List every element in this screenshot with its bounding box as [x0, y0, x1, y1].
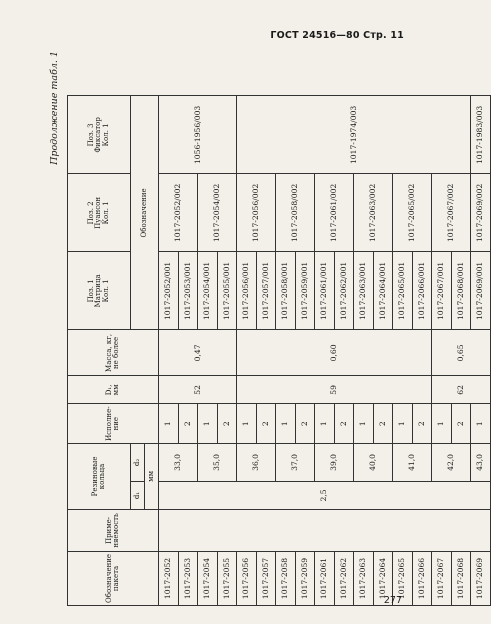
cell-d2: 42,0: [432, 443, 471, 481]
col-pos2: Поз. 2 Пуансон Кол. 1: [68, 174, 131, 252]
cell-pos1: 1017-2069/001: [471, 252, 491, 330]
cell-pos1: 1017-2063/001: [354, 252, 374, 330]
cell-d2: 39,0: [315, 443, 354, 481]
col-mass: Масса, кг, не более: [68, 330, 159, 376]
cell-application: [159, 509, 491, 551]
cell-pos1: 1017-2065/001: [393, 252, 413, 330]
cell-exec: 1: [393, 404, 413, 444]
col-execution: Исполне- ние: [68, 404, 159, 444]
cell-code: 1017-2063: [354, 551, 374, 605]
cell-exec: 1: [315, 404, 335, 444]
page-number: 277: [383, 595, 402, 606]
cell-exec: 2: [373, 404, 393, 444]
col-d1: d₁: [131, 481, 145, 509]
cell-code: 1017-2061: [315, 551, 335, 605]
cell-code: 1017-2053: [178, 551, 198, 605]
cell-pos1: 1017-2053/001: [178, 252, 198, 330]
cell-mass: 0,47: [159, 330, 237, 376]
cell-pos2: 1017-2058/002: [276, 174, 315, 252]
table-row: [159, 96, 179, 606]
cell-pos3: 1017-1983/003: [471, 96, 491, 174]
col-pos3: Поз. 3 Фиксатор Кол. 1: [68, 96, 131, 174]
cell-D1: 62: [432, 376, 491, 404]
cell-mass: 0,65: [432, 330, 491, 376]
cell-code: 1017-2064: [373, 551, 393, 605]
cell-code: 1017-2065: [393, 551, 413, 605]
parts-table: [67, 95, 491, 606]
cell-d2: 36,0: [237, 443, 276, 481]
cell-exec: 1: [432, 404, 452, 444]
cell-pos3: 1017-1974/003: [237, 96, 471, 174]
col-pos1: Поз. 1 Матрица Кол. 1: [68, 252, 131, 330]
cell-code: 1017-2066: [412, 551, 432, 605]
cell-pos1: 1017-2066/001: [412, 252, 432, 330]
cell-exec: 1: [237, 404, 257, 444]
cell-pos1: 1017-2055/001: [217, 252, 237, 330]
cell-exec: 1: [471, 404, 491, 444]
cell-exec: 2: [217, 404, 237, 444]
cell-d2: 35,0: [198, 443, 237, 481]
cell-pos2: 1017-2067/002: [432, 174, 471, 252]
cell-pos1: 1017-2061/001: [315, 252, 335, 330]
cell-code: 1017-2069: [471, 551, 491, 605]
col-rubber-rings: Резиновые кольца: [68, 443, 131, 509]
cell-d2: 40,0: [354, 443, 393, 481]
col-d2: d₂: [131, 443, 145, 481]
cell-pos1: 1017-2052/001: [159, 252, 179, 330]
cell-pos1: 1017-2064/001: [373, 252, 393, 330]
cell-pos1: 1017-2068/001: [451, 252, 471, 330]
cell-d2: 33,0: [159, 443, 198, 481]
cell-exec: 2: [178, 404, 198, 444]
cell-pos2: 1017-2069/002: [471, 174, 491, 252]
cell-exec: 1: [159, 404, 179, 444]
cell-exec: 1: [276, 404, 296, 444]
cell-pos2: 1017-2056/002: [237, 174, 276, 252]
cell-code: 1017-2055: [217, 551, 237, 605]
cell-exec: 2: [412, 404, 432, 444]
cell-exec: 2: [334, 404, 354, 444]
cell-code: 1017-2059: [295, 551, 315, 605]
cell-exec: 2: [451, 404, 471, 444]
cell-pos1: 1017-2059/001: [295, 252, 315, 330]
cell-code: 1017-2058: [276, 551, 296, 605]
units-mm: мм: [145, 443, 159, 509]
col-D1: D₁, мм: [68, 376, 159, 404]
cell-D1: 52: [159, 376, 237, 404]
cell-d1: 2,5: [159, 481, 491, 509]
cell-code: 1017-2052: [159, 551, 179, 605]
cell-pos2: 1017-2061/002: [315, 174, 354, 252]
cell-pos2: 1017-2052/002: [159, 174, 198, 252]
cell-pos1: 1017-2067/001: [432, 252, 452, 330]
cell-code: 1017-2067: [432, 551, 452, 605]
designation-subheader: Обозначение: [131, 96, 159, 330]
cell-pos1: 1017-2057/001: [256, 252, 276, 330]
cell-code: 1017-2054: [198, 551, 218, 605]
cell-exec: 2: [256, 404, 276, 444]
page-header: ГОСТ 24516—80 Стр. 11: [270, 30, 404, 41]
cell-pos2: 1017-2063/002: [354, 174, 393, 252]
cell-exec: 1: [354, 404, 374, 444]
cell-exec: 1: [198, 404, 218, 444]
cell-mass: 0,60: [237, 330, 432, 376]
cell-pos3: 1056-1956/003: [159, 96, 237, 174]
cell-d2: 43,0: [471, 443, 491, 481]
cell-code: 1017-2056: [237, 551, 257, 605]
cell-code: 1017-2068: [451, 551, 471, 605]
cell-D1: 59: [237, 376, 432, 404]
cell-d2: 37,0: [276, 443, 315, 481]
cell-pos1: 1017-2056/001: [237, 252, 257, 330]
cell-code: 1017-2062: [334, 551, 354, 605]
cell-pos1: 1017-2062/001: [334, 252, 354, 330]
cell-code: 1017-2057: [256, 551, 276, 605]
cell-d2: 41,0: [393, 443, 432, 481]
col-designation: Обозначение пакета: [68, 551, 159, 605]
cell-pos2: 1017-2054/002: [198, 174, 237, 252]
table-caption: Продолжение табл. 1: [49, 51, 60, 165]
col-application: Приме- няемость: [68, 509, 159, 551]
cell-pos1: 1017-2058/001: [276, 252, 296, 330]
cell-pos1: 1017-2054/001: [198, 252, 218, 330]
cell-pos2: 1017-2065/002: [393, 174, 432, 252]
cell-exec: 2: [295, 404, 315, 444]
